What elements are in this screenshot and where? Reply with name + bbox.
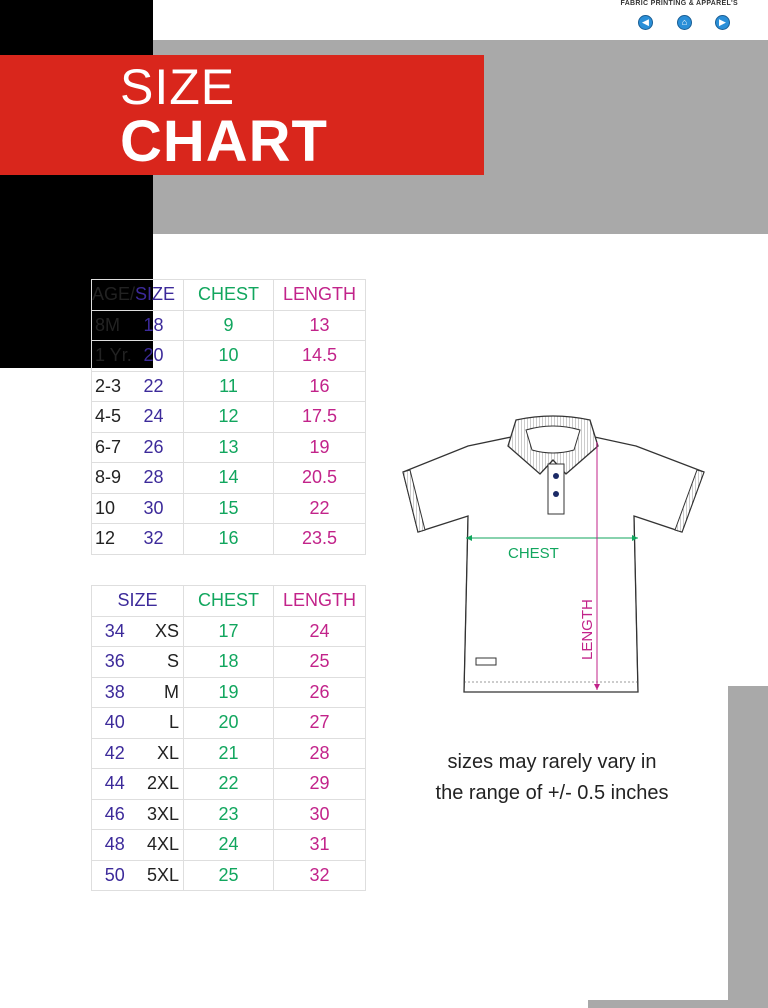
chest-cell: 18 (184, 647, 274, 678)
size-letter-cell: M (138, 677, 184, 708)
size-cell: 18 (144, 310, 184, 341)
chest-cell: 15 (184, 493, 274, 524)
size-letter-cell: 4XL (138, 830, 184, 861)
table-row (92, 738, 366, 769)
length-cell: 25 (274, 647, 366, 678)
home-icon[interactable]: ⌂ (677, 15, 692, 30)
table-row (92, 647, 366, 678)
header-age-size: AGE/SIZE (92, 280, 184, 311)
size-cell: 20 (144, 341, 184, 372)
header-length: LENGTH (274, 280, 366, 311)
length-label: LENGTH (579, 599, 596, 660)
size-letter-cell: 5XL (138, 860, 184, 891)
size-cell: 24 (144, 402, 184, 433)
size-cell: 28 (144, 463, 184, 494)
adult-size-table (91, 585, 366, 891)
length-cell: 16 (274, 371, 366, 402)
length-cell: 23.5 (274, 524, 366, 555)
table-header-row (92, 586, 366, 617)
table-row (92, 769, 366, 800)
length-cell: 17.5 (274, 402, 366, 433)
table-row (92, 493, 366, 524)
note-line-2: the range of +/- 0.5 inches (435, 782, 669, 804)
header-length: LENGTH (274, 586, 366, 617)
age-cell: 2-3 (92, 371, 144, 402)
size-letter-cell: L (138, 708, 184, 739)
size-number-cell: 50 (92, 860, 138, 891)
age-cell: 1 Yr. (92, 341, 144, 372)
table-row (92, 677, 366, 708)
length-cell: 19 (274, 432, 366, 463)
age-cell: 8M (92, 310, 144, 341)
forward-icon[interactable]: ▶ (715, 15, 730, 30)
page-title-size: SIZE (120, 59, 236, 115)
chest-cell: 22 (184, 769, 274, 800)
size-variance-note (400, 747, 704, 809)
header-chest: CHEST (184, 280, 274, 311)
brand-name: FABRIC PRINTING & APPAREL'S (620, 0, 738, 7)
length-cell: 26 (274, 677, 366, 708)
size-letter-cell: XS (138, 616, 184, 647)
table-row (92, 799, 366, 830)
chest-cell: 19 (184, 677, 274, 708)
chest-cell: 17 (184, 616, 274, 647)
header-chest: CHEST (184, 586, 274, 617)
size-number-cell: 46 (92, 799, 138, 830)
chest-cell: 10 (184, 341, 274, 372)
table-header-row (92, 280, 366, 311)
header-size: SIZE (92, 586, 184, 617)
table-row (92, 463, 366, 494)
length-cell: 13 (274, 310, 366, 341)
chest-cell: 21 (184, 738, 274, 769)
length-cell: 20.5 (274, 463, 366, 494)
chest-label: CHEST (508, 545, 559, 562)
size-letter-cell: S (138, 647, 184, 678)
back-icon[interactable]: ◀ (638, 15, 653, 30)
size-number-cell: 38 (92, 677, 138, 708)
table-row (92, 708, 366, 739)
size-number-cell: 34 (92, 616, 138, 647)
chest-cell: 16 (184, 524, 274, 555)
chest-cell: 20 (184, 708, 274, 739)
table-row (92, 402, 366, 433)
kids-size-table (91, 279, 366, 555)
length-cell: 31 (274, 830, 366, 861)
size-number-cell: 44 (92, 769, 138, 800)
table-row (92, 341, 366, 372)
background-gray-strip (588, 1000, 768, 1008)
length-cell: 30 (274, 799, 366, 830)
size-number-cell: 48 (92, 830, 138, 861)
chest-cell: 9 (184, 310, 274, 341)
size-letter-cell: XL (138, 738, 184, 769)
age-cell: 4-5 (92, 402, 144, 433)
length-cell: 22 (274, 493, 366, 524)
size-number-cell: 42 (92, 738, 138, 769)
table-row (92, 524, 366, 555)
age-cell: 6-7 (92, 432, 144, 463)
length-cell: 28 (274, 738, 366, 769)
table-row (92, 432, 366, 463)
length-cell: 24 (274, 616, 366, 647)
chest-cell: 12 (184, 402, 274, 433)
chest-cell: 13 (184, 432, 274, 463)
length-cell: 14.5 (274, 341, 366, 372)
age-cell: 8-9 (92, 463, 144, 494)
size-cell: 22 (144, 371, 184, 402)
size-cell: 26 (144, 432, 184, 463)
table-row (92, 860, 366, 891)
size-cell: 30 (144, 493, 184, 524)
chest-cell: 11 (184, 371, 274, 402)
size-number-cell: 40 (92, 708, 138, 739)
note-line-1: sizes may rarely vary in (447, 751, 657, 773)
length-cell: 29 (274, 769, 366, 800)
table-row (92, 830, 366, 861)
polo-shirt-diagram (398, 412, 708, 702)
table-row (92, 310, 366, 341)
chest-cell: 25 (184, 860, 274, 891)
size-letter-cell: 2XL (138, 769, 184, 800)
age-cell: 10 (92, 493, 144, 524)
table-row (92, 371, 366, 402)
page-title-chart: CHART (120, 109, 328, 174)
background-gray-bar (728, 686, 768, 1008)
size-number-cell: 36 (92, 647, 138, 678)
table-row (92, 616, 366, 647)
size-cell: 32 (144, 524, 184, 555)
length-cell: 32 (274, 860, 366, 891)
chest-cell: 14 (184, 463, 274, 494)
chest-cell: 23 (184, 799, 274, 830)
chest-cell: 24 (184, 830, 274, 861)
size-letter-cell: 3XL (138, 799, 184, 830)
age-cell: 12 (92, 524, 144, 555)
length-cell: 27 (274, 708, 366, 739)
